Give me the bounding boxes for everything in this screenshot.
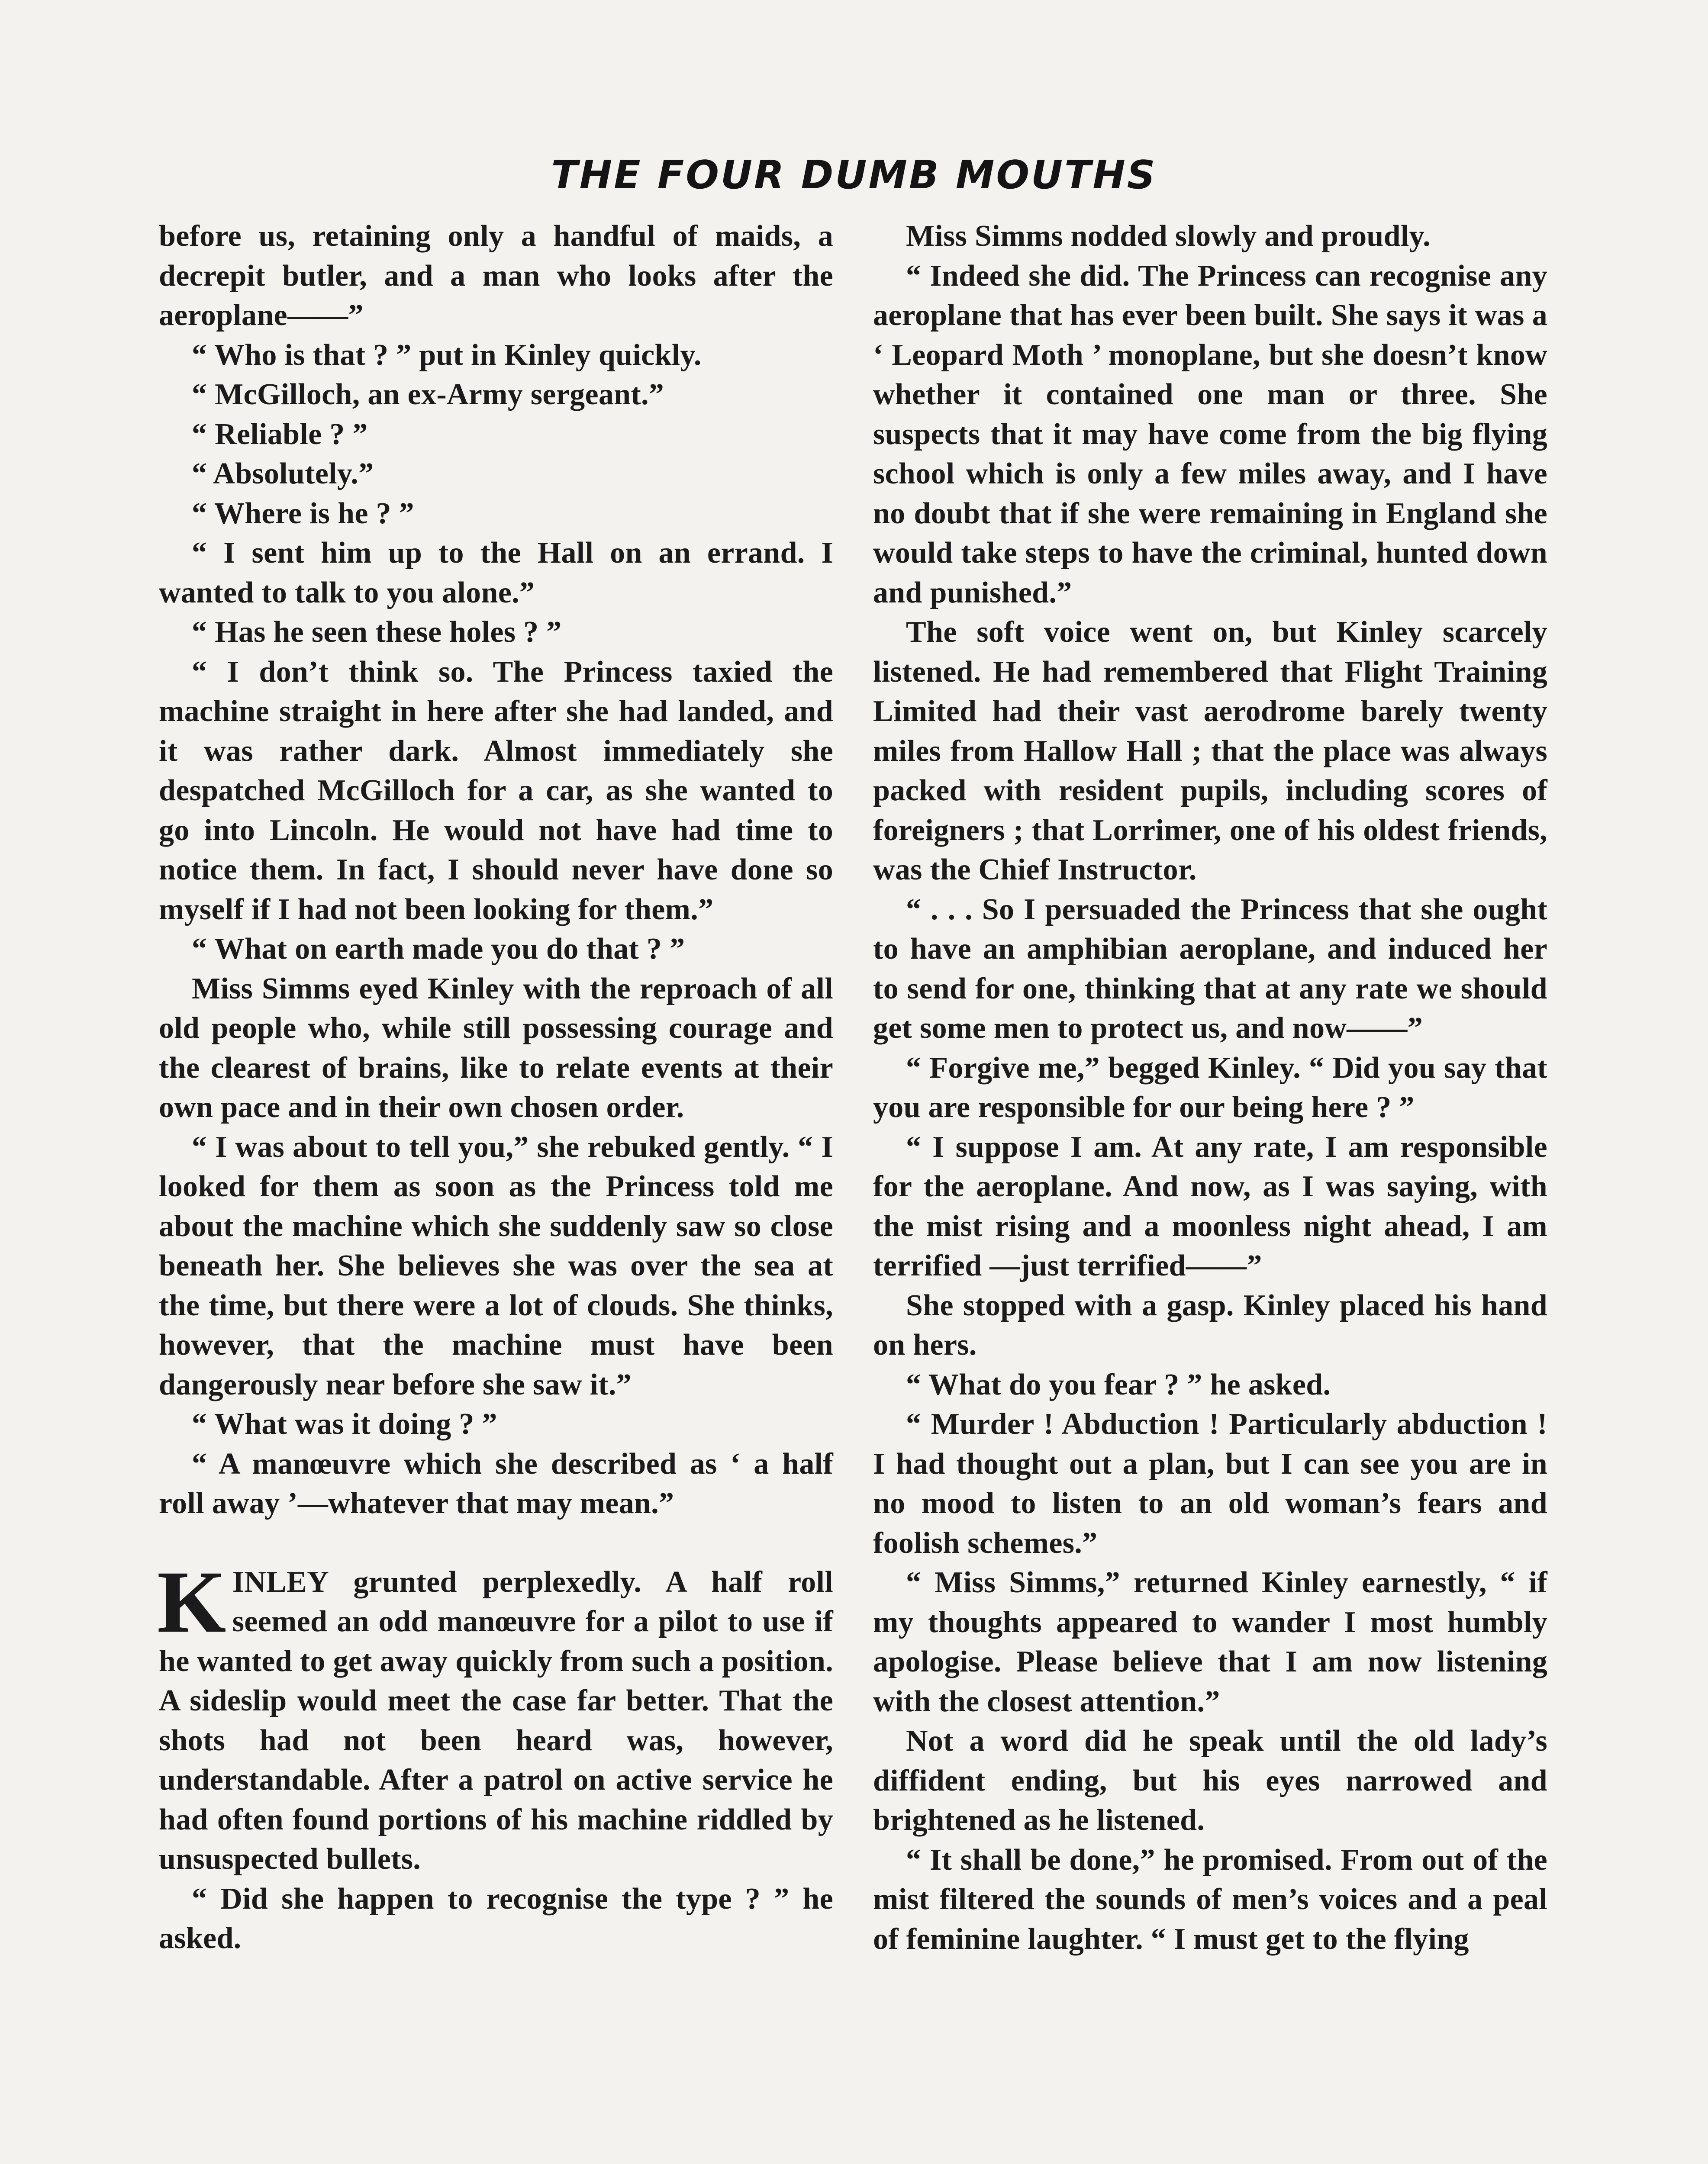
left-column-end-paragraphs (159, 1879, 833, 1958)
left-column (159, 216, 833, 1958)
paragraph: “ Absolutely.” (192, 457, 374, 490)
right-column (873, 216, 1547, 1959)
paragraph: “ What on earth made you do that ? ” (192, 932, 685, 966)
paragraph: “ Miss Simms,” returned Kinley earnestly, “ if my thoughts appeared to wander I most humbly apologise. Please believe that I am now listening with the closest attention.” (873, 1566, 1547, 1718)
paragraph: Miss Simms eyed Kinley with the reproach of all old people who, while still possessing courage and the clearest of brains, like to relate events at their own pace and in their own chosen order. (159, 972, 833, 1124)
paragraph: “ Forgive me,” begged Kinley. “ Did you say that you are responsible for our being here ? ” (873, 1051, 1547, 1124)
paragraph: “ A manœuvre which she described as ‘ a half roll away ’—whatever that may mean.” (159, 1447, 833, 1520)
paragraph: “ It shall be done,” he promised. From out of the mist filtered the sounds of men’s voices and a peal of feminine laughter. “ I must get to the flying (873, 1843, 1547, 1956)
drop-cap-paragraph (157, 1552, 833, 1879)
left-column-paragraphs (159, 216, 833, 1523)
paragraph: “ Where is he ? ” (192, 496, 414, 530)
paragraph: “ What was it doing ? ” (192, 1407, 497, 1441)
paragraph: “ I sent him up to the Hall on an errand. I wanted to talk to you alone.” (159, 536, 833, 609)
paragraph: The soft voice went on, but Kinley scarcely listened. He had remembered that Flight Training Limited had their vast aerodrome barely twenty miles from Hallow Hall ; that the place was always packed with resident pupils, including scores of foreigners ; that Lorrimer, one of his oldest friends, was the Chief Instructor. (873, 615, 1547, 886)
paragraph: “ Indeed she did. The Princess can recognise any aeroplane that has ever been built. She says it was a ‘ Leopard Moth ’ monoplane, but she doesn’t know whether it contained one man or three. She suspects that it may have come from the big flying school which is only a few miles away, and I have no doubt that if she were remaining in England she would take steps to have the criminal, hunted down and punished.” (873, 259, 1547, 609)
paragraph: “ Who is that ? ” put in Kinley quickly. (192, 338, 702, 372)
paragraph: “ I suppose I am. At any rate, I am responsible for the aeroplane. And now, as I was saying, with the mist rising and a moonless night ahead, I am terrified —just terrified——” (873, 1130, 1547, 1282)
paragraph: She stopped with a gasp. Kinley placed his hand on hers. (873, 1288, 1547, 1362)
paragraph: “ . . . So I persuaded the Princess that she ought to have an amphibian aeroplane, and induced her to send for one, thinking that at any rate we should get some men to protect us, and now——” (873, 892, 1547, 1045)
page-title: THE FOUR DUMB MOUTHS (551, 152, 1157, 198)
paragraph: “ Has he seen these holes ? ” (192, 615, 562, 649)
paragraph: “ I don’t think so. The Princess taxied the machine straight in here after she had landed, and it was rather dark. Almost immediately she despatched McGilloch for a car, as she wanted to go into Lincoln. He would not have had time to notice them. In fact, I should never have done so myself if I had not been looking for them.” (159, 655, 833, 926)
paragraph: “ Reliable ? ” (192, 417, 368, 451)
paragraph: “ I was about to tell you,” she rebuked gently. “ I looked for them as soon as the Princess told me about the machine which she suddenly saw so close beneath her. She believes she was over the sea at the time, but there were a lot of clouds. She thinks, however, that the machine must have been dangerously near before she saw it.” (159, 1130, 833, 1401)
drop-cap-letter: K (157, 1552, 226, 1651)
paragraph: “ What do you fear ? ” he asked. (906, 1368, 1331, 1401)
paragraph: Miss Simms nodded slowly and proudly. (906, 219, 1431, 253)
paragraph: Not a word did he speak until the old lady’s diffident ending, but his eyes narrowed and brightened as he listened. (873, 1724, 1547, 1837)
paragraph: before us, retaining only a handful of maids, a decrepit butler, and a man who looks after the aeroplane——” (159, 219, 833, 332)
paragraph: “ Did she happen to recognise the type ? ” he asked. (159, 1882, 833, 1955)
right-column-paragraphs (873, 216, 1547, 1959)
drop-cap-paragraph-text: INLEY grunted perplexedly. A half roll seemed an odd manœuvre for a pilot to use if he wanted to get away quickly from such a position. A sideslip would meet the case far better. That the shots had not been heard was, however, understandable. After a patrol on active service he had often found portions of his machine riddled by unsuspected bullets. (159, 1565, 833, 1876)
paragraph: “ McGilloch, an ex-Army sergeant.” (192, 378, 664, 411)
paragraph: “ Murder ! Abduction ! Particularly abduction ! I had thought out a plan, but I can see you are in no mood to listen to an old woman’s fears and foolish schemes.” (873, 1407, 1547, 1560)
